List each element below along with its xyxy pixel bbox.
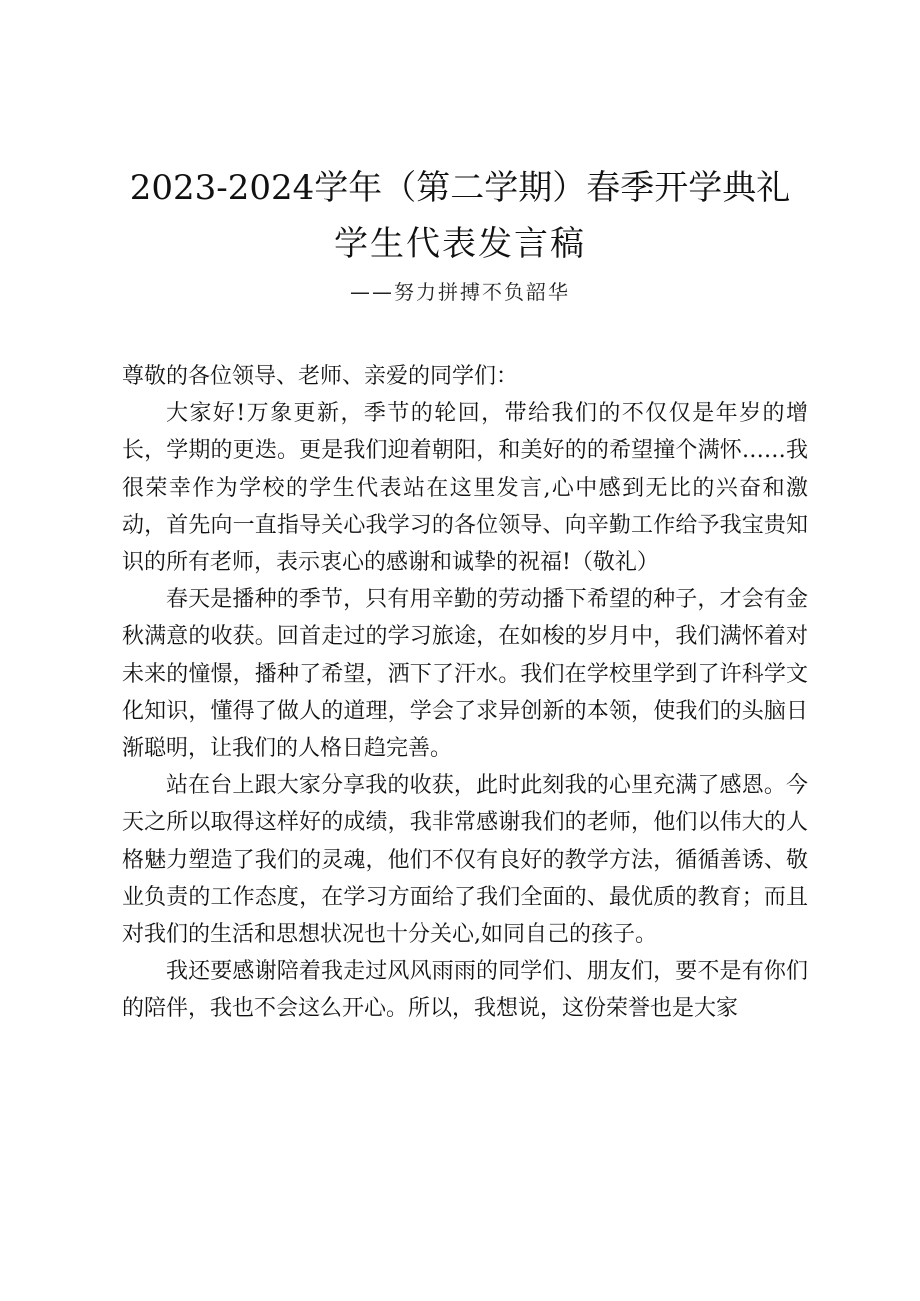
document-subtitle: ——努力拼搏不负韶华 [350, 280, 570, 304]
document-body [122, 358, 808, 1028]
paragraph-3: 站在台上跟大家分享我的收获，此时此刻我的心里充满了感恩。今天之所以取得这样好的成绩，我非常感谢我们的老师，他们以伟大的人格魅力塑造了我们的灵魂，他们不仅有良好的教学方法，循循善诱、敬业负责的工作态度，在学习方面给了我们全面的、最优质的教育；而且对我们的生活和思想状况也十分关心,如同自己的孩子。 [122, 773, 808, 948]
paragraph-2: 春天是播种的季节，只有用辛勤的劳动播下希望的种子，才会有金秋满意的收获。回首走过的学习旅途，在如梭的岁月中，我们满怀着对未来的憧憬，播种了希望，洒下了汗水。我们在学校里学到了许科学文化知识，懂得了做人的道理，学会了求异创新的本领，使我们的头脑日渐聪明，让我们的人格日趋完善。 [122, 587, 808, 762]
paragraph-4: 我还要感谢陪着我走过风风雨雨的同学们、朋友们，要不是有你们的陪伴，我也不会这么开心。所以，我想说，这份荣誉也是大家 [122, 959, 808, 1022]
paragraph-1: 大家好!万象更新，季节的轮回，带给我们的不仅仅是年岁的增长，学期的更迭。更是我们迎着朝阳，和美好的的希望撞个满怀……我很荣幸作为学校的学生代表站在这里发言,心中感到无比的兴奋和激动，首先向一直指导关心我学习的各位领导、向辛勤工作给予我宝贵知识的所有老师，表示衷心的感谢和诚挚的祝福!（敬礼） [122, 401, 808, 576]
document-title-line-1: 2023-2024学年（第二学期）春季开学典礼 [129, 168, 791, 208]
document-title-line-2: 学生代表发言稿 [334, 224, 586, 264]
salutation: 尊敬的各位领导、老师、亲爱的同学们： [122, 364, 519, 389]
